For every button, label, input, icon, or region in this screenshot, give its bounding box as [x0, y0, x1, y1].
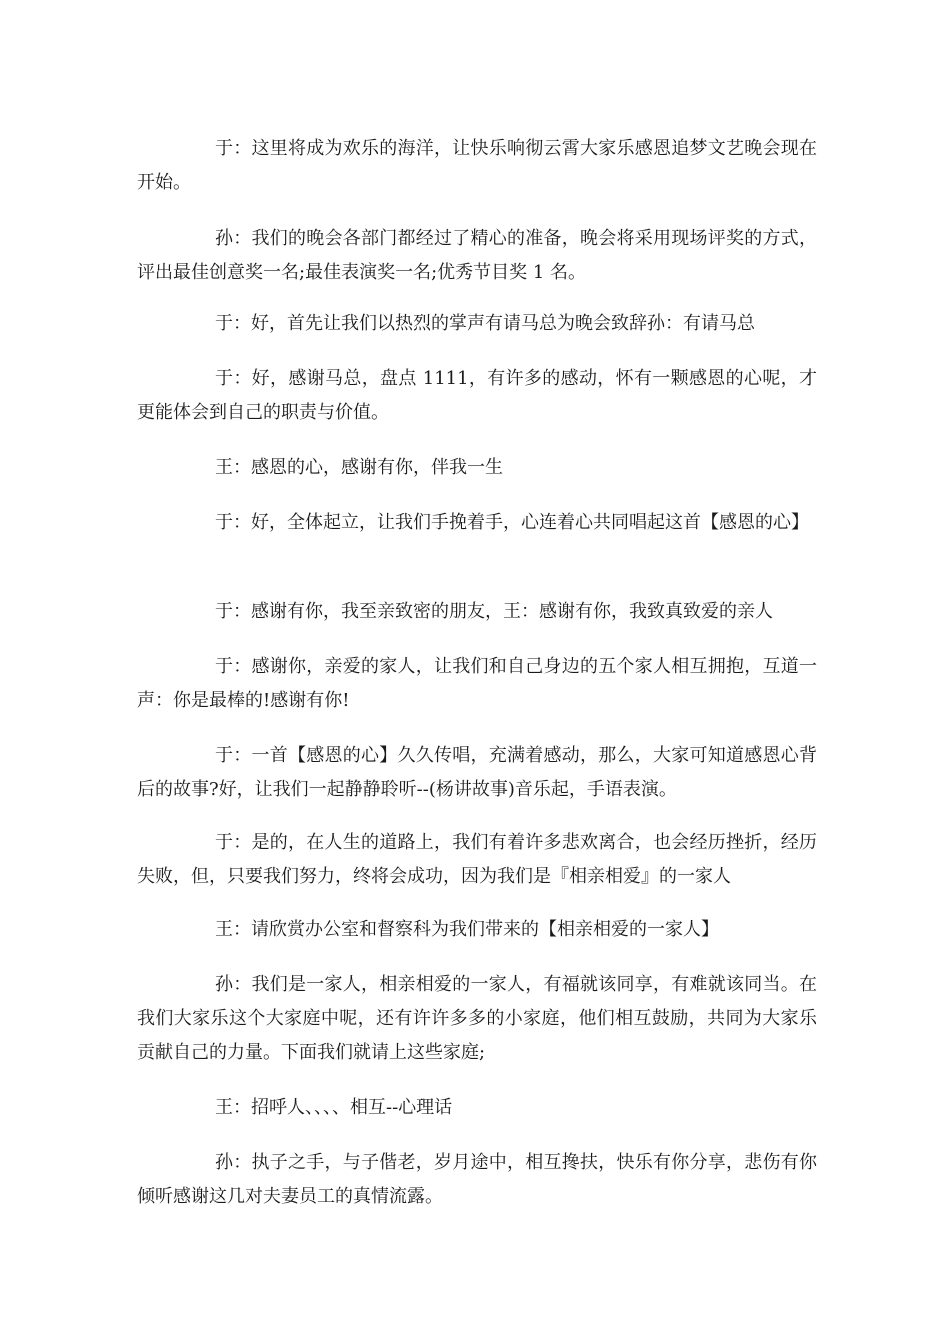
paragraph-10: 于：是的，在人生的道路上，我们有着许多悲欢离合，也会经历挫折，经历失败，但，只要我们努力，终将会成功，因为我们是『相亲相爱』的一家人 — [137, 832, 817, 887]
paragraph-2: 孙：我们的晚会各部门都经过了精心的准备，晚会将采用现场评奖的方式，评出最佳创意奖一名;最佳表演奖一名;优秀节目奖 1 名。 — [137, 228, 817, 283]
paragraph-6: 于：好，全体起立，让我们手挽着手，心连着心共同唱起这首【感恩的心】 — [215, 512, 809, 533]
paragraph-11: 王：请欣赏办公室和督察科为我们带来的【相亲相爱的一家人】 — [215, 919, 719, 940]
paragraph-4: 于：好，感谢马总，盘点 1111，有许多的感动，怀有一颗感恩的心呢，才更能体会到自己的职责与价值。 — [137, 368, 817, 423]
paragraph-14: 孙：执子之手，与子偕老，岁月途中，相互搀扶，快乐有你分享，悲伤有你倾听感谢这几对夫妻员工的真情流露。 — [137, 1152, 817, 1207]
paragraph-8: 于：感谢你，亲爱的家人，让我们和自己身边的五个家人相互拥抱，互道一声：你是最棒的!感谢有你! — [137, 656, 817, 711]
paragraph-5: 王：感恩的心，感谢有你，伴我一生 — [215, 457, 503, 478]
paragraph-1: 于：这里将成为欢乐的海洋，让快乐响彻云霄大家乐感恩追梦文艺晚会现在开始。 — [137, 138, 817, 193]
paragraph-9: 于：一首【感恩的心】久久传唱，充满着感动，那么，大家可知道感恩心背后的故事?好，让我们一起静静聆听--(杨讲故事)音乐起，手语表演。 — [137, 745, 817, 800]
paragraph-7: 于：感谢有你，我至亲致密的朋友，王：感谢有你，我致真致爱的亲人 — [215, 601, 773, 622]
paragraph-3: 于：好，首先让我们以热烈的掌声有请马总为晚会致辞孙：有请马总 — [215, 313, 755, 334]
paragraph-13: 王：招呼人、、、、相互--心理话 — [215, 1097, 453, 1118]
paragraph-12: 孙：我们是一家人，相亲相爱的一家人，有福就该同享，有难就该同当。在我们大家乐这个大家庭中呢，还有许许多多的小家庭，他们相互鼓励，共同为大家乐贡献自己的力量。下面我们就请上这些家庭; — [137, 974, 817, 1063]
